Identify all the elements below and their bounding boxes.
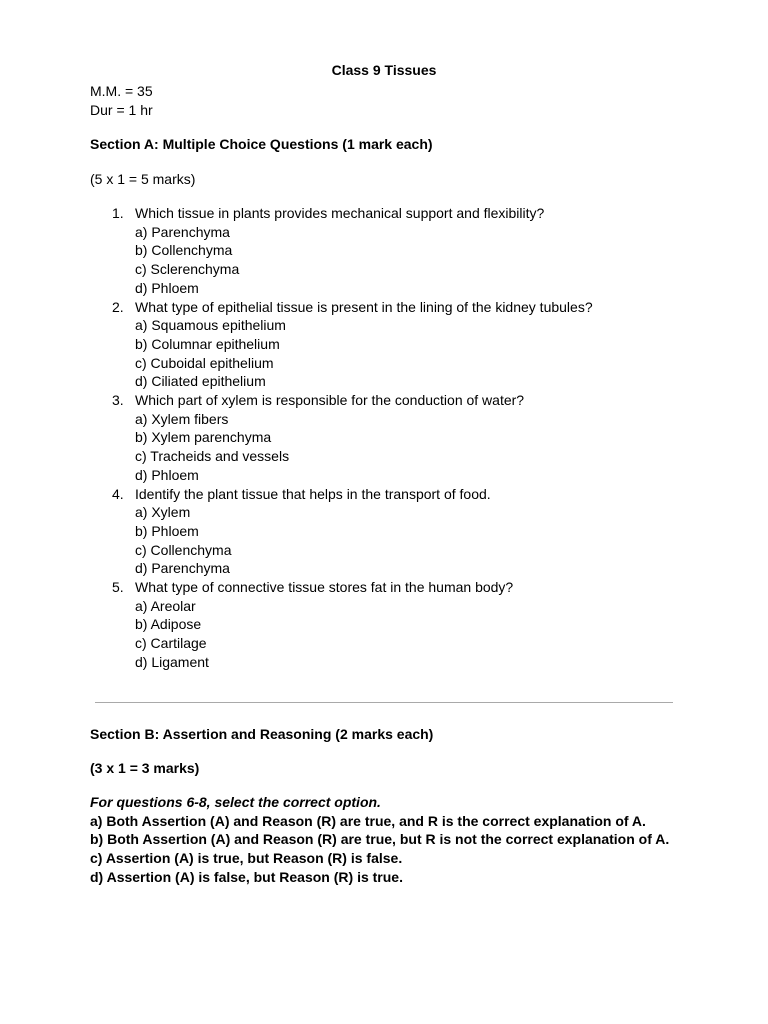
question-text: Identify the plant tissue that helps in the transport of food. [135, 485, 491, 502]
question-option: c) Tracheids and vessels [135, 448, 290, 465]
exam-meta [90, 82, 153, 119]
assertion-option: b) Both Assertion (A) and Reason (R) are true, but R is not the correct explanation of A. [90, 831, 670, 848]
question-option: a) Areolar [135, 597, 196, 614]
question-option: d) Phloem [135, 466, 199, 483]
question-item [90, 204, 710, 298]
section-a-marks: (5 x 1 = 5 marks) [90, 171, 196, 187]
question-option: c) Cuboidal epithelium [135, 354, 274, 371]
section-b-heading: Section B: Assertion and Reasoning (2 marks each) [90, 726, 434, 742]
section-b-instruction: For questions 6-8, select the correct option. [90, 794, 381, 810]
question-text: Which tissue in plants provides mechanical support and flexibility? [135, 205, 545, 221]
question-option: d) Phloem [135, 279, 199, 296]
question-option: c) Sclerenchyma [135, 261, 240, 278]
question-option: d) Ligament [135, 653, 209, 670]
question-option: a) Xylem [135, 504, 191, 521]
question-option: d) Parenchyma [135, 560, 230, 577]
question-option: a) Parenchyma [135, 223, 230, 240]
question-number: 2. [112, 298, 124, 315]
question-number: 3. [112, 392, 124, 409]
question-number: 5. [112, 579, 124, 596]
question-number: 4. [112, 485, 124, 502]
question-option: b) Phloem [135, 522, 199, 539]
max-marks: M.M. = 35 [90, 83, 153, 99]
question-option: a) Squamous epithelium [135, 317, 286, 334]
duration: Dur = 1 hr [90, 101, 153, 118]
question-text: What type of connective tissue stores fat in the human body? [135, 579, 514, 596]
question-option: b) Xylem parenchyma [135, 429, 272, 446]
section-divider [95, 702, 673, 703]
question-item [90, 578, 710, 672]
section-a-heading: Section A: Multiple Choice Questions (1 mark each) [90, 136, 433, 152]
question-option: a) Xylem fibers [135, 410, 229, 427]
question-option: b) Collenchyma [135, 242, 233, 259]
assertion-option: a) Both Assertion (A) and Reason (R) are true, and R is the correct explanation of A. [90, 812, 646, 829]
question-item [90, 298, 710, 392]
mcq-list [90, 204, 710, 672]
question-item [90, 485, 710, 579]
question-option: b) Columnar epithelium [135, 335, 280, 352]
section-b-marks: (3 x 1 = 3 marks) [90, 760, 200, 776]
question-text: Which part of xylem is responsible for the conduction of water? [135, 392, 525, 409]
document-title: Class 9 Tissues [331, 62, 437, 78]
question-option: c) Cartilage [135, 635, 207, 652]
question-option: b) Adipose [135, 616, 202, 633]
question-text: What type of epithelial tissue is present in the lining of the kidney tubules? [135, 298, 593, 315]
assertion-option: c) Assertion (A) is true, but Reason (R) is false. [90, 850, 403, 867]
question-option: c) Collenchyma [135, 541, 232, 558]
assertion-reason-block [90, 793, 730, 887]
question-number: 1. [112, 205, 124, 221]
question-item [90, 391, 710, 485]
assertion-option: d) Assertion (A) is false, but Reason (R) is true. [90, 868, 403, 885]
question-option: d) Ciliated epithelium [135, 373, 266, 390]
